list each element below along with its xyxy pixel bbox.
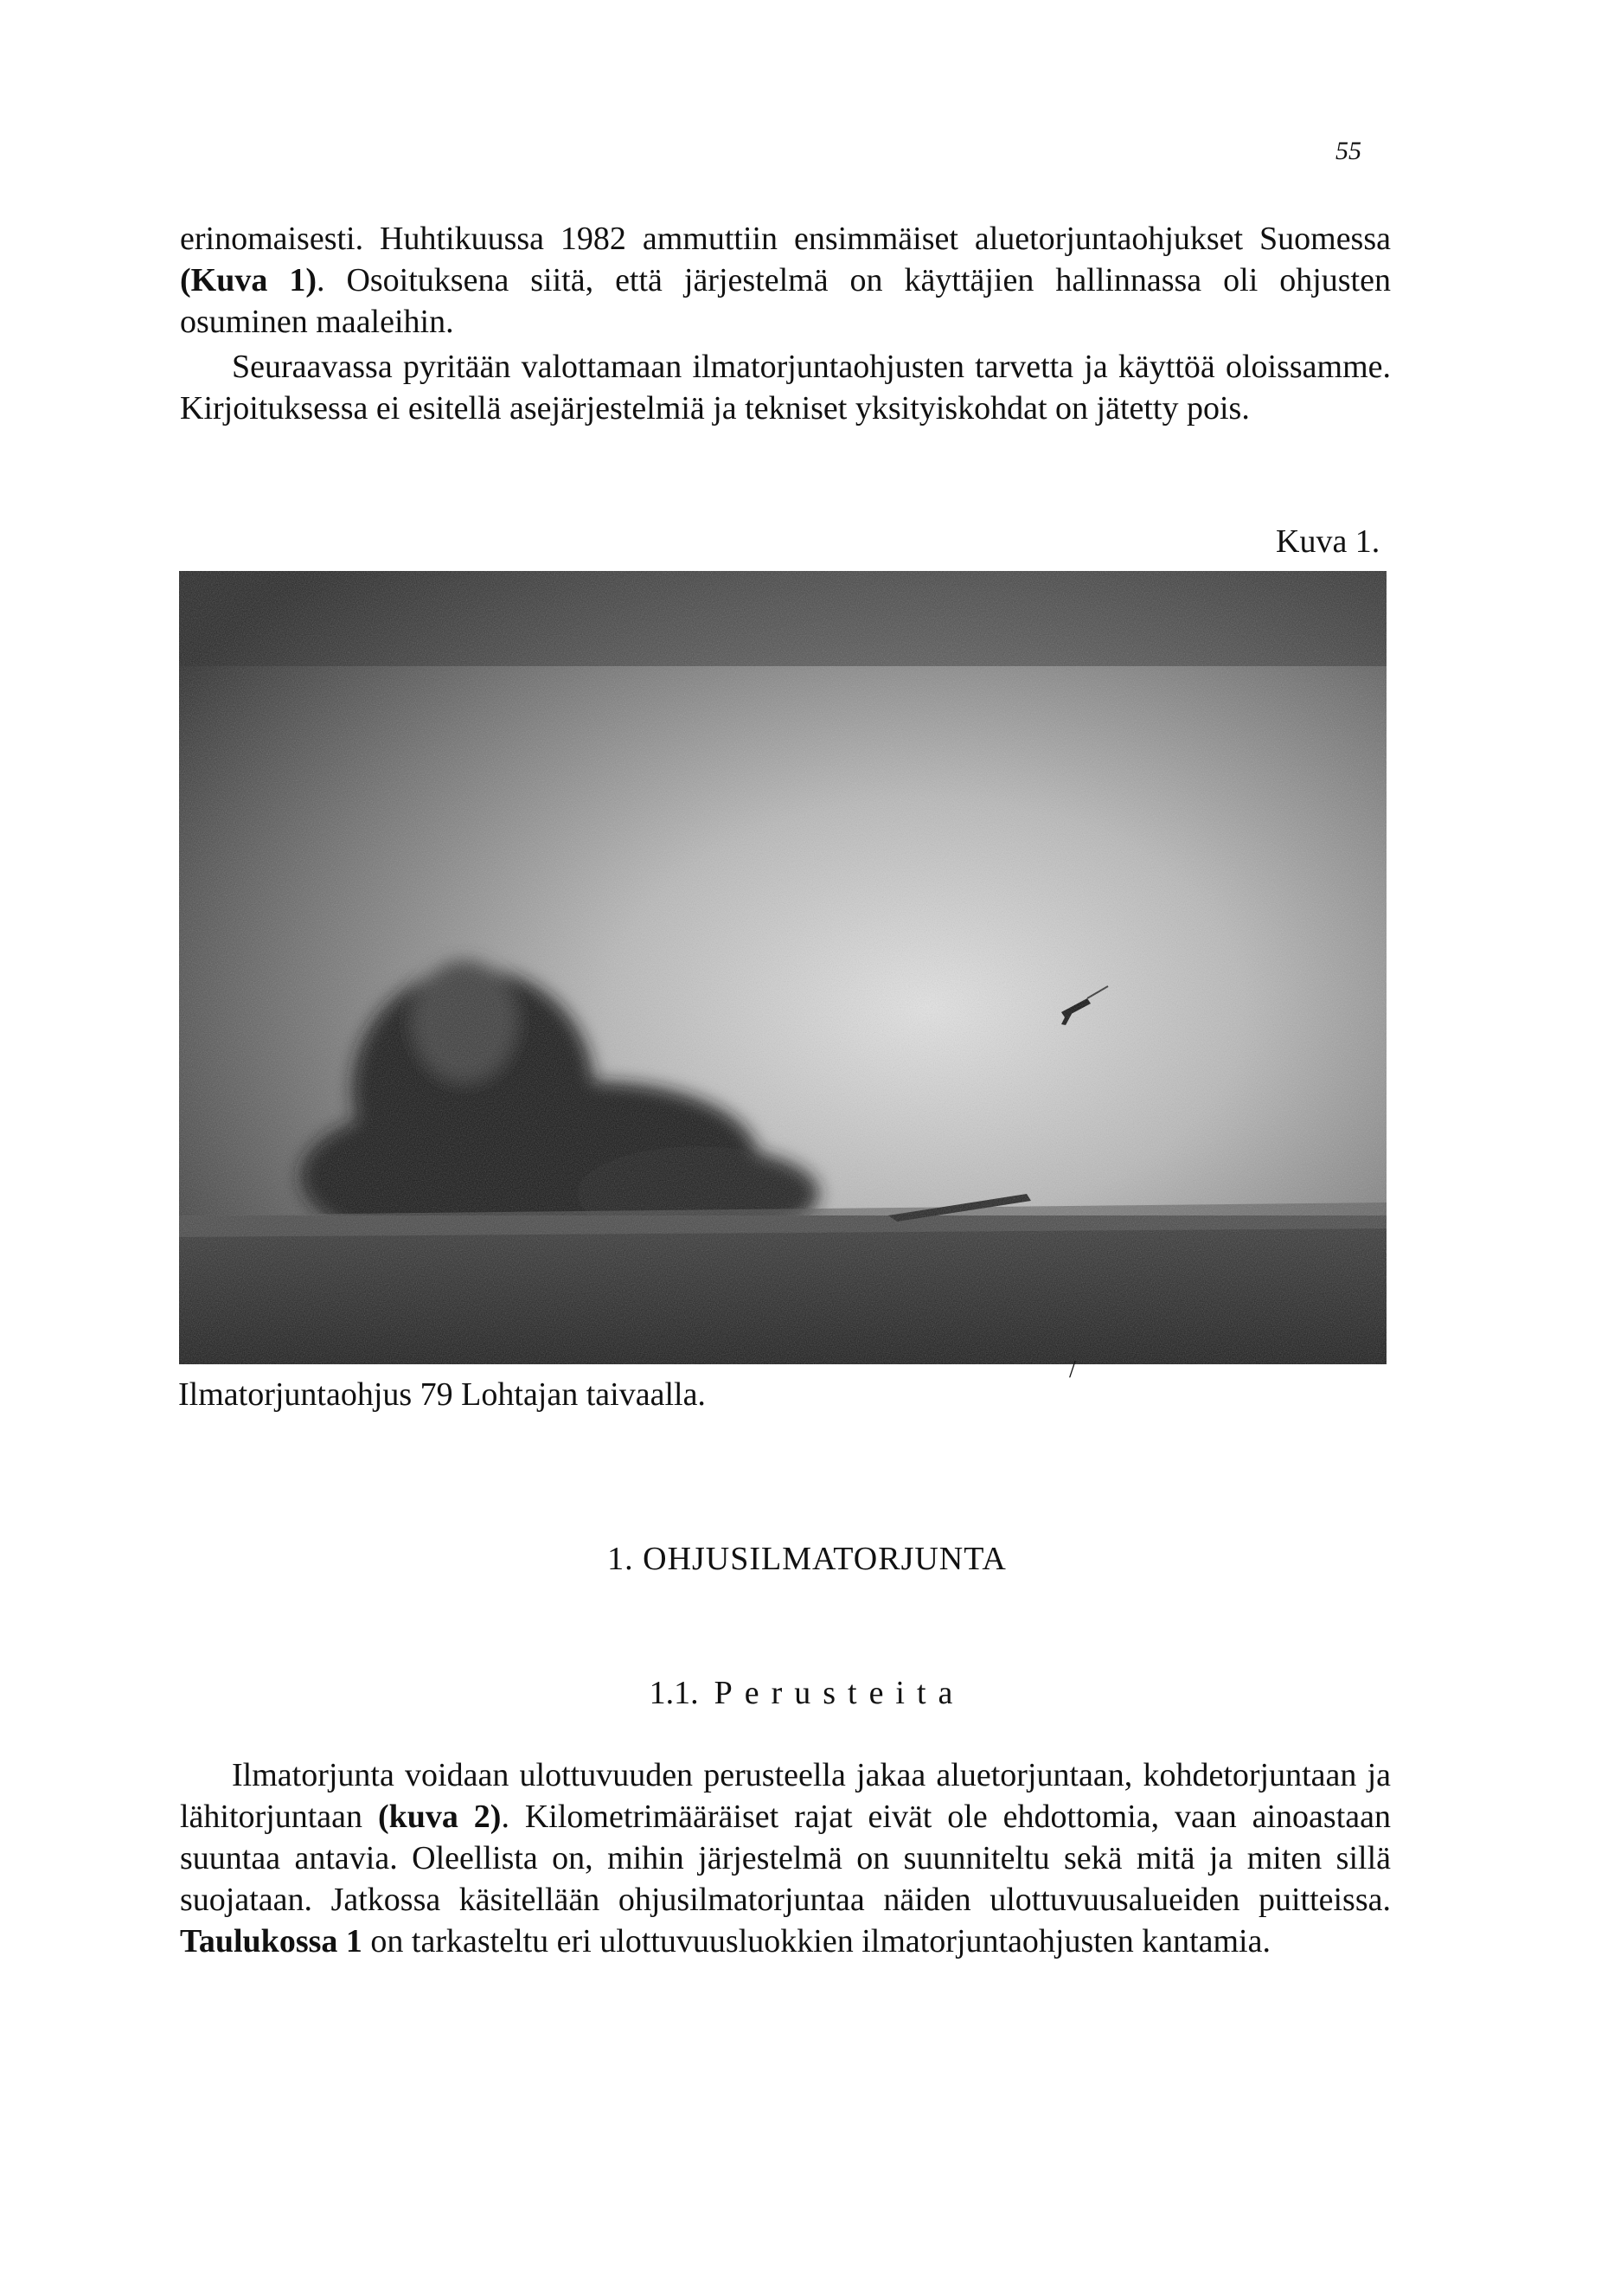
figure-caption: Ilmatorjuntaohjus 79 Lohtajan taivaalla. [178,1376,706,1413]
subsection-number: 1.1. [649,1675,699,1711]
subsection-heading [0,1674,1614,1712]
paragraph-3-text-b: . Kilometrimääräiset rajat eivät ole ehdottomia, vaan ainoastaan suuntaa antavia. Oleellista on, mihin järjestelmä on suunniteltu sekä mitä ja miten sillä suojataan. Jatkossa käsitellään ohjusilmatorjuntaa näiden ulottuvuusalueiden puitteissa. [180,1799,1392,1918]
figure-photo [179,571,1387,1364]
figure-label: Kuva 1. [1276,523,1380,560]
paragraph-3-text-a: Ilmatorjunta voidaan ulottuvuuden perusteella jakaa aluetorjuntaan, kohdetorjuntaan ja lähitorjuntaan [180,1757,1391,1835]
paragraph-3 [180,1754,1391,1962]
stray-mark: / [1069,1356,1076,1383]
table-reference: Taulukossa 1 [180,1923,362,1959]
paragraph-2: Seuraavassa pyritään valottamaan ilmatorjuntaohjusten tarvetta ja käyttöä oloissamme. Kirjoituksessa ei esitellä asejärjestelmiä ja tekniset yksityiskohdat on jätetty pois. [180,349,1391,426]
paragraph-1 [180,218,1391,343]
figure-reference: (Kuva 1) [180,262,317,298]
subsection-title: Perusteita [714,1675,965,1711]
paragraph-1-text-a: erinomaisesti. Huhtikuussa 1982 ammuttiin ensimmäiset aluetorjuntaohjukset Suomessa [180,221,1391,257]
paragraph-3-text-c: on tarkasteltu eri ulottuvuusluokkien ilmatorjuntaohjusten kantamia. [362,1923,1271,1959]
paragraph-1-text-b: . Osoituksena siitä, että järjestelmä on käyttäjien hallinnassa oli ohjusten osuminen maaleihin. [180,262,1391,340]
page-number: 55 [1335,137,1361,165]
section-heading: 1. OHJUSILMATORJUNTA [607,1541,1007,1577]
figure-reference-2: (kuva 2) [377,1799,502,1835]
